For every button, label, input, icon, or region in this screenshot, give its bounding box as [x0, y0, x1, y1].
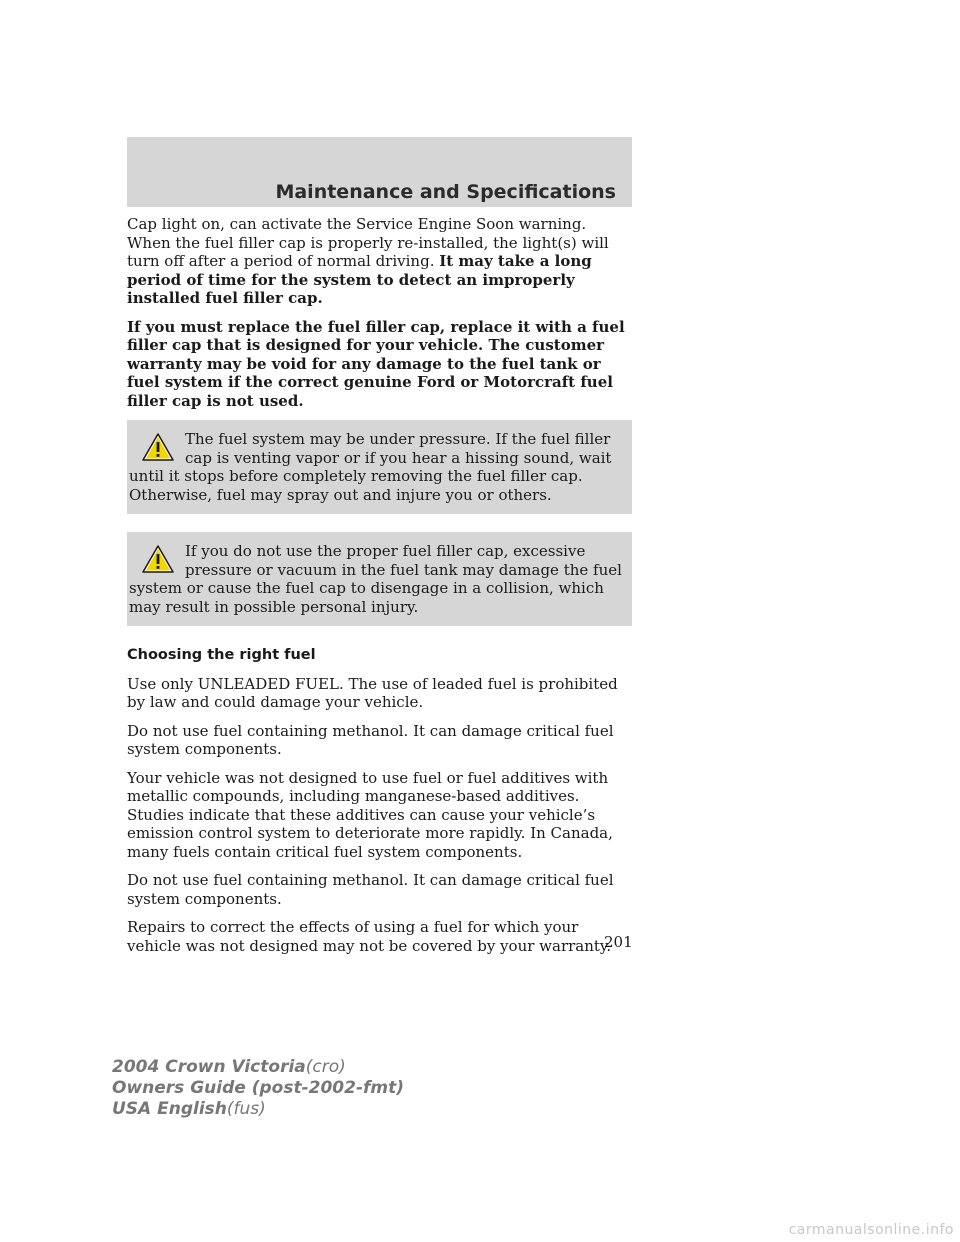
paragraph-fuel-cap-light-bold: It may take a long period of time for the system to detect an improperly installed fuel filler cap.: [127, 252, 592, 307]
warning-text-pressure: The fuel system may be under pressure. If the fuel filler cap is venting vapor or if you hear a hissing sound, wait until it stops before completely removing the fuel filler cap. Otherwise, fuel may spray out and injure you or others.: [129, 430, 612, 504]
paragraph-methanol: Do not use fuel containing methanol. It can damage critical fuel system components.: [127, 721, 614, 758]
footer-line-language: [112, 1099, 404, 1120]
paragraph-methanol-repeat: Do not use fuel containing methanol. It can damage critical fuel system components.: [127, 871, 614, 908]
watermark: carmanualsonline.info: [788, 1222, 954, 1238]
footer-model: 2004 Crown Victoria: [112, 1057, 306, 1077]
warning-box-improper-cap: [127, 532, 632, 626]
footer-model-code: (cro): [305, 1057, 346, 1077]
paragraph-unleaded: Use only UNLEADED FUEL. The use of leaded fuel is prohibited by law and could damage your vehicle.: [127, 674, 618, 711]
footer-language-code: (fus): [226, 1099, 266, 1119]
section-header-band: [127, 137, 632, 207]
document-footer: [112, 1057, 404, 1120]
page-content: [127, 215, 632, 965]
warning-box-pressure: [127, 420, 632, 514]
page-number: 201: [604, 933, 633, 951]
warning-triangle-icon: [141, 432, 175, 462]
section-header-title: Maintenance and Specifications: [275, 181, 616, 203]
paragraph-fuel-cap-light-text: Cap light on, can activate the Service Engine Soon warning. When the fuel filler cap is properly re-installed, the light(s) will turn off after a period of normal driving.: [127, 215, 609, 270]
paragraph-fuel-cap-light: [127, 215, 632, 308]
warning-text-improper-cap: If you do not use the proper fuel filler cap, excessive pressure or vacuum in the fuel tank may damage the fuel system or cause the fuel cap to disengage in a collision, which may result in possible personal injury.: [129, 542, 622, 616]
footer-guide: Owners Guide (post-2002-fmt): [112, 1078, 405, 1098]
paragraph-warranty: Repairs to correct the effects of using a fuel for which your vehicle was not designed may not be covered by your warranty.: [127, 918, 612, 955]
warning-triangle-icon: [141, 544, 175, 574]
footer-language: USA English: [112, 1099, 227, 1119]
footer-line-model: [112, 1057, 404, 1078]
footer-line-guide: [112, 1078, 404, 1099]
paragraph-metallic-additives: Your vehicle was not designed to use fuel or fuel additives with metallic compounds, including manganese-based additives. Studies indicate that these additives can cause your vehicle’s emission control system to deteriorate more rapidly. In Canada, many fuels contain critical fuel system components.: [127, 768, 613, 861]
section-heading-choosing-fuel: Choosing the right fuel: [127, 647, 316, 663]
paragraph-replace-cap: If you must replace the fuel filler cap, replace it with a fuel filler cap that is designed for your vehicle. The customer warranty may be void for any damage to the fuel tank or fuel system if the correct genuine Ford or Motorcraft fuel filler cap is not used.: [127, 317, 625, 410]
